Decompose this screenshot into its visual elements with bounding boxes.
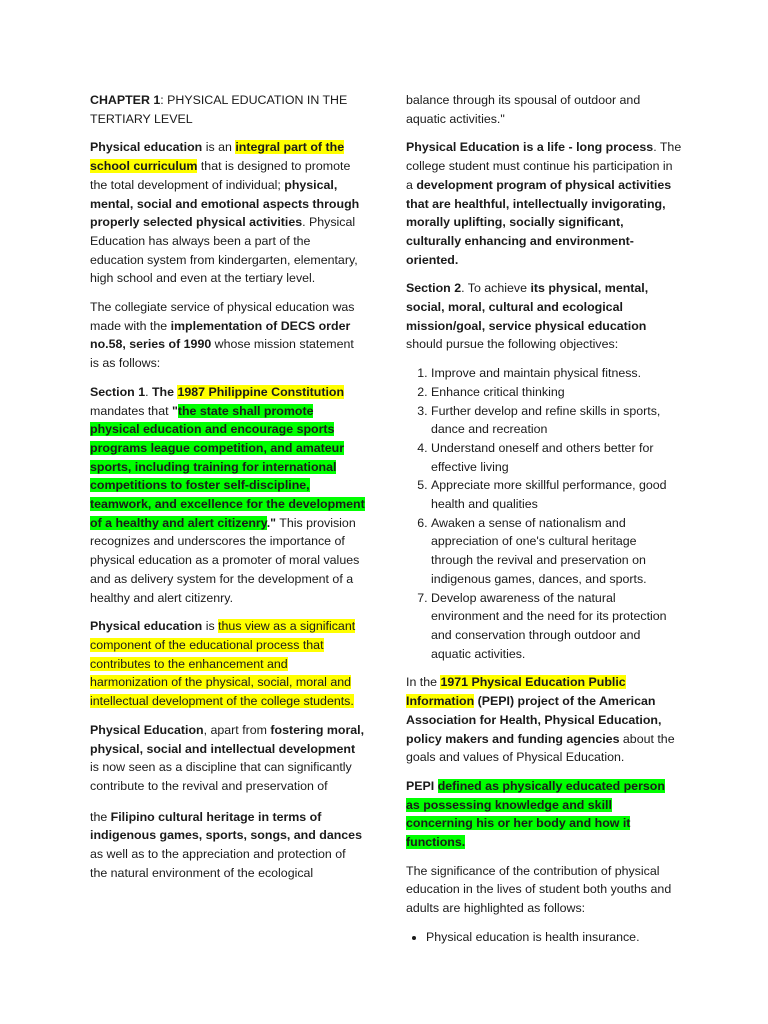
list-item: 1. Improve and maintain physical fitness. [431, 364, 682, 383]
highlight-yellow: 1971 Physical Education Public Information [406, 675, 626, 709]
paragraph: PEPI defined as physically educated person as possessing knowledge and skill concerning his or her body and how it functions. [406, 778, 665, 850]
paragraph: The significance of the contribution of physical education in the lives of student both youths and adults are highlighted as follows: [406, 863, 672, 916]
highlight-green: the state shall promote physical education and encourage sports programs league competition, and amateur sports, including training for international competitions to foster self-discipline, teamwork, and excellence for the development of a healthy and alert citizenry [90, 403, 365, 530]
paragraph: Physical education is thus view as a significant component of the educational process that contributes to the enhancement and harmonization of the physical, social, moral and intellectual development of the college students. [90, 619, 356, 709]
left-column [90, 91, 366, 892]
paragraph: Physical Education is a life - long process. The college student must continue his participation in a development program of physical activities that are healthful, intellectually invigorating, morally uplifting, socially significant, culturally enhancing and environment- oriented. [406, 140, 682, 267]
list-item: 4. Understand oneself and others better for effective living [431, 439, 682, 476]
paragraph: In the 1971 Physical Education Public Information (PEPI) project of the American Association for Health, Physical Education, policy makers and funding agencies about the goals and values of Physical Education. [406, 675, 675, 765]
highlight-yellow: integral part of the school curriculum [90, 140, 345, 174]
list-item: 2. Enhance critical thinking [431, 383, 682, 402]
paragraph: Physical education is an integral part of the school curriculum that is designed to promote the total development of individual; physical, mental, social and emotional aspects through properly selected physical activities. Physical Education has always been a part of the education system from kindergarten, elementary, high school and even at the tertiary level. [90, 140, 360, 286]
list-item: • Physical education is health insurance. [426, 928, 682, 947]
paragraph: Physical Education, apart from fostering moral, physical, social and intellectual development is now seen as a discipline that can significantly contribute to the revival and preservation of [90, 722, 365, 793]
bullet-list [406, 928, 682, 947]
chapter-heading: CHAPTER 1: PHYSICAL EDUCATION IN THE TERTIARY LEVEL [90, 93, 348, 126]
paragraph: The collegiate service of physical education was made with the implementation of DECS order no.58, series of 1990 whose mission statement is as follows: [90, 300, 355, 371]
list-item: 7. Develop awareness of the natural environment and the need for its protection and conservation through outdoor and aquatic activities. [431, 589, 682, 664]
highlight-yellow: thus view as a significant component of the educational process that contributes to the enhancement and harmonization of the physical, social, moral and intellectual development of the college students. [90, 619, 356, 709]
paragraph: balance through its spousal of outdoor and aquatic activities." [406, 93, 641, 126]
paragraph: the Filipino cultural heritage in terms of indigenous games, sports, songs, and dances as well as to the appreciation and protection of the natural environment of the ecological [90, 809, 362, 880]
highlight-yellow: 1987 Philippine Constitution [177, 384, 345, 399]
paragraph: Section 2. To achieve its physical, mental, social, moral, cultural and ecological mission/goal, service physical education should pursue the following objectives: [406, 281, 649, 352]
highlight-green: defined as physically educated person as possessing knowledge and skill concerning his or her body and how it functions. [406, 778, 665, 850]
list-item: 6. Awaken a sense of nationalism and appreciation of one's cultural heritage through the revival and preservation on indigenous games, dances, and sports. [431, 514, 682, 589]
list-item: 5. Appreciate more skillful performance, good health and qualities [431, 476, 682, 513]
paragraph: Section 1. The 1987 Philippine Constitution mandates that "the state shall promote physical education and encourage sports programs league competition, and amateur sports, including training for international competitions to foster self-discipline, teamwork, and excellence for the development of a healthy and alert citizenry." This provision recognizes and underscores the importance of physical education as a promoter of moral values and as delivery system for the development of a healthy and alert citizenry. [90, 384, 365, 605]
list-item: 3. Further develop and refine skills in sports, dance and recreation [431, 402, 682, 439]
objectives-list [406, 364, 682, 663]
right-column [406, 91, 682, 947]
